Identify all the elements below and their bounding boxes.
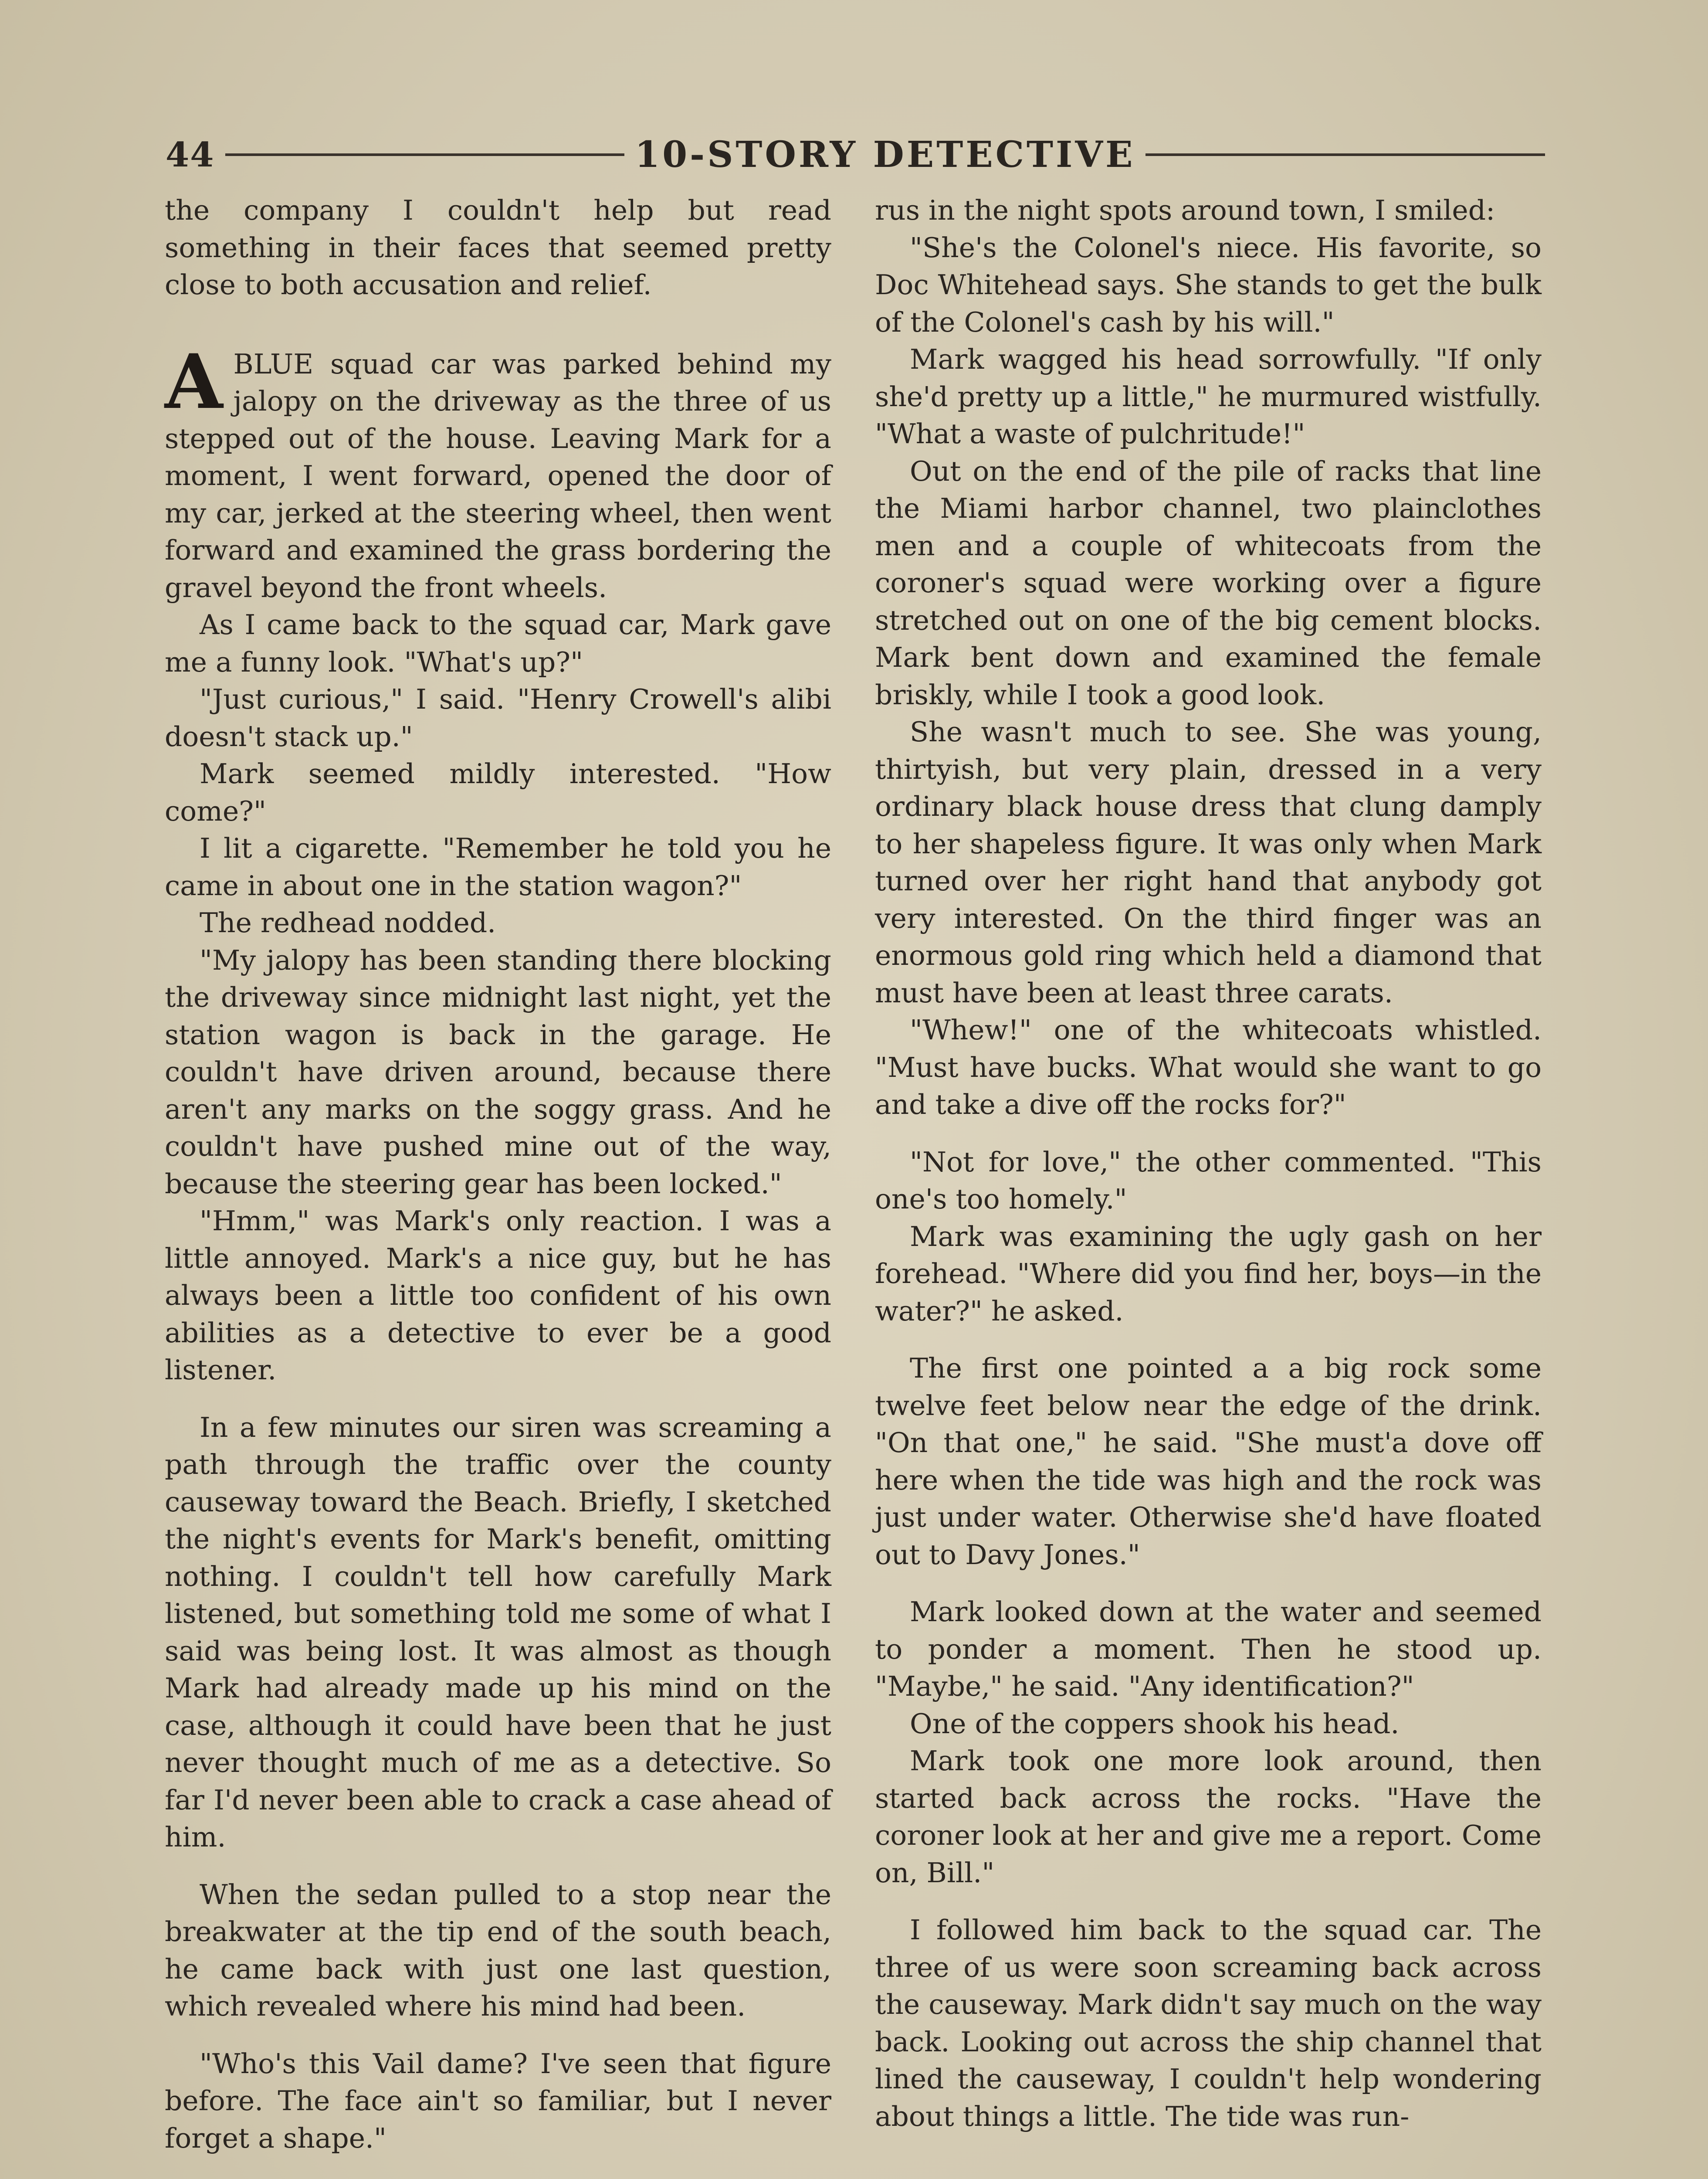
section-lead-paragraph [165, 337, 831, 607]
paragraph: One of the coppers shook his head. [910, 1707, 1400, 1740]
paragraph: Mark wagged his head sorrowfully. "If only she'd pretty up a little," he murmured wistfully. "What a waste of pulchritude!" [875, 343, 1542, 450]
magazine-title: 10-STORY DETECTIVE [635, 134, 1135, 176]
page-number: 44 [166, 135, 215, 175]
paragraph: the company I couldn't help but read something in their faces that seemed pretty close to both accusation and relief. [165, 194, 831, 301]
header-rule-right [1145, 153, 1545, 156]
running-header [166, 131, 1556, 179]
paragraph: In a few minutes our siren was screaming a path through the traffic over the county causeway toward the Beach. Briefly, I sketched the night's events for Mark's benefit, omitting nothing. I couldn't tell how carefully Mark listened, but something told me some of what I said was being lost. It was almost as though Mark had already made up his mind on the case, although it could have been that he just never thought much of me as a detective. So far I'd never been able to crack a case ahead of him. [165, 1411, 831, 1853]
article-body [165, 192, 1542, 2179]
paragraph: "Just curious," I said. "Henry Crowell's alibi doesn't stack up." [165, 683, 831, 753]
lead-text: BLUE squad car was parked behind my jalopy on the driveway as the three of us stepped out of the house. Leaving Mark for a moment, I went forward, opened the door of my car, jerked at the steering wheel, then went forward and examined the grass bordering the gravel beyond the front wheels. [165, 348, 831, 604]
paragraph: Out on the end of the pile of racks that line the Miami harbor channel, two plainclothes men and a couple of whitecoats from the coroner's squad were working over a figure stretched out on one of the big cement blocks. Mark bent down and examined the female briskly, while I took a good look. [875, 455, 1542, 711]
paragraph: "Not for love," the other commented. "This one's too homely." [875, 1146, 1542, 1215]
paragraph: The first one pointed a a big rock some twelve feet below near the edge of the drink. "On that one," he said. "She must'a dove off here when the tide was high and the rock was just under water. Otherwise she'd have floated out to Davy Jones." [875, 1352, 1542, 1571]
paragraph: Mark was examining the ugly gash on her forehead. "Where did you find her, boys—in the water?" he asked. [875, 1220, 1542, 1327]
drop-cap: A [165, 337, 223, 426]
paragraph: When the sedan pulled to a stop near the breakwater at the tip end of the south beach, he came back with just one last question, which revealed where his mind had been. [165, 1878, 831, 2022]
paragraph: The redhead nodded. [200, 907, 496, 939]
paragraph: "Who's this Vail dame? I've seen that figure before. The face ain't so familiar, but I never forget a shape." [165, 2047, 831, 2154]
paragraph: She wasn't much to see. She was young, thirtyish, but very plain, dressed in a very ordinary black house dress that clung damply to her shapeless figure. It was only when Mark turned over her right hand that anybody got very interested. On the third finger was an enormous gold ring which held a diamond that must have been at least three carats. [875, 716, 1542, 1009]
header-rule-left [225, 153, 625, 156]
paragraph: rus in the night spots around town, I smiled: [875, 194, 1495, 226]
paragraph: "Hmm," was Mark's only reaction. I was a little annoyed. Mark's a nice guy, but he has always been a little too confident of his own abilities as a detective to ever be a good listener. [165, 1205, 831, 1386]
paragraph: Mark looked down at the water and seemed to ponder a moment. Then he stood up. "Maybe," he said. "Any identification?" [875, 1596, 1542, 1702]
paragraph: I lit a cigarette. "Remember he told you he came in about one in the station wagon?" [165, 832, 831, 902]
paragraph [165, 2177, 831, 2179]
paragraph: I followed him back to the squad car. The three of us were soon screaming back across the causeway. Mark didn't say much on the way back. Looking out across the ship channel that lined the causeway, I couldn't help wondering about things a little. The tide was run- [875, 1914, 1542, 2132]
paragraph: "Whew!" one of the whitecoats whistled. "Must have bucks. What would she want to go and take a dive off the rocks for?" [875, 1014, 1542, 1120]
right-column [875, 192, 1542, 2179]
paragraph: Mark seemed mildly interested. "How come?" [165, 758, 831, 827]
paragraph: As I came back to the squad car, Mark gave me a funny look. "What's up?" [165, 609, 831, 678]
paragraph: "She's the Colonel's niece. His favorite, so Doc Whitehead says. She stands to get the bulk of the Colonel's cash by his will." [875, 231, 1542, 338]
paragraph: Mark took one more look around, then started back across the rocks. "Have the coroner look at her and give me a report. Come on, Bill." [875, 1745, 1542, 1889]
left-column [165, 192, 831, 2179]
paragraph: "My jalopy has been standing there blocking the driveway since midnight last night, yet the station wagon is back in the garage. He couldn't have driven around, because there aren't any marks on the soggy grass. And he couldn't have pushed mine out of the way, because the steering gear has been locked." [165, 944, 831, 1200]
